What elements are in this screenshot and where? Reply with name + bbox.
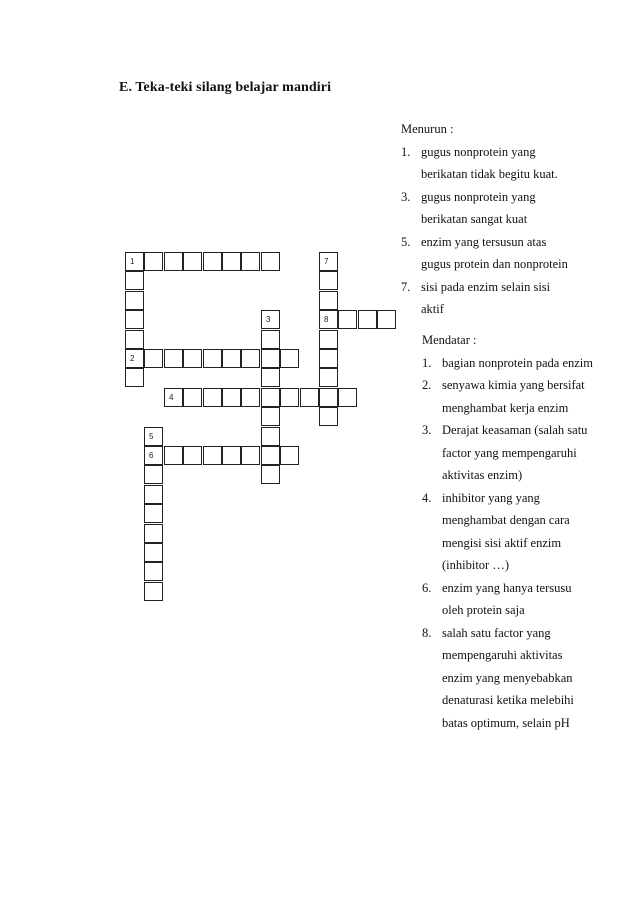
crossword-cell[interactable] (183, 252, 202, 271)
clue-number: 1. (401, 144, 411, 159)
clues-down-heading: Menurun : (401, 122, 454, 136)
mendatar-clue-3 (422, 419, 632, 487)
crossword-cell[interactable] (261, 368, 280, 387)
clue-text-line: enzim yang menyebabkan (442, 670, 573, 685)
crossword-cell[interactable] (203, 388, 222, 407)
crossword-cell[interactable] (144, 252, 163, 271)
clue-text-line: denaturasi ketika melebihi (442, 693, 574, 707)
mendatar-clue-1 (422, 352, 632, 375)
menurun-clue-5 (401, 231, 631, 276)
crossword-cell[interactable] (164, 349, 183, 368)
clue-number: 3. (422, 423, 432, 437)
crossword-cell[interactable] (241, 252, 260, 271)
crossword-cell[interactable] (144, 446, 163, 465)
cell-number: 7 (324, 257, 329, 266)
crossword-cell[interactable] (261, 446, 280, 465)
cell-number: 8 (324, 315, 329, 324)
menurun-clue-3 (401, 186, 631, 231)
crossword-cell[interactable] (164, 388, 183, 407)
mendatar-clue-4 (422, 487, 632, 577)
clue-text-line: salah satu factor yang (442, 625, 551, 640)
clue-text-line: menghambat dengan cara (442, 513, 570, 527)
crossword-cell[interactable] (144, 524, 163, 543)
clue-text-line: berikatan tidak begitu kuat. (421, 167, 558, 181)
clue-text-line: (inhibitor …) (442, 558, 510, 572)
crossword-cell[interactable] (125, 252, 144, 271)
cell-number: 6 (149, 451, 154, 460)
cell-number: 3 (266, 315, 271, 324)
crossword-cell[interactable] (261, 330, 280, 349)
clue-number: 5. (401, 234, 411, 249)
clue-number: 4. (422, 490, 432, 505)
crossword-cell[interactable] (125, 349, 144, 368)
crossword-cell[interactable] (144, 349, 163, 368)
clue-text-line: gugus protein dan nonprotein (421, 257, 568, 271)
crossword-cell[interactable] (280, 388, 299, 407)
clue-text-line: mempengaruhi aktivitas (442, 648, 563, 662)
crossword-cell[interactable] (203, 349, 222, 368)
page-title: E. Teka-teki silang belajar mandiri (119, 80, 332, 95)
crossword-cell[interactable] (300, 388, 319, 407)
crossword-cell[interactable] (261, 310, 280, 329)
clue-number: 1. (422, 355, 432, 370)
mendatar-clue-8 (422, 622, 632, 735)
menurun-clue-1 (401, 141, 631, 186)
crossword-cell[interactable] (319, 310, 338, 329)
crossword-cell[interactable] (280, 349, 299, 368)
clue-text-line: gugus nonprotein yang (421, 144, 536, 159)
clues-down (401, 118, 631, 321)
clue-text-line: bagian nonprotein pada enzim (442, 355, 593, 370)
crossword-cell[interactable] (125, 291, 144, 310)
crossword-cell[interactable] (144, 485, 163, 504)
crossword-cell[interactable] (261, 252, 280, 271)
clue-text-line: aktif (421, 302, 444, 316)
clue-number: 6. (422, 580, 432, 595)
clue-text-line: batas optimum, selain pH (442, 715, 570, 730)
crossword-cell[interactable] (125, 330, 144, 349)
crossword-cell[interactable] (203, 252, 222, 271)
crossword-cell[interactable] (125, 368, 144, 387)
clue-text-line: factor yang mempengaruhi (442, 445, 577, 460)
clue-text-line: Derajat keasaman (salah satu (442, 423, 588, 437)
clue-text-line: senyawa kimia yang bersifat (442, 378, 585, 392)
clue-number: 8. (422, 625, 432, 640)
crossword-cell[interactable] (261, 349, 280, 368)
clues-across (422, 329, 632, 734)
clue-number: 2. (422, 378, 432, 392)
crossword-cell[interactable] (319, 368, 338, 387)
crossword-cell[interactable] (241, 388, 260, 407)
crossword-cell[interactable] (222, 388, 241, 407)
crossword-cell[interactable] (358, 310, 377, 329)
clue-text-line: enzim yang tersusun atas (421, 234, 547, 249)
cell-number: 2 (130, 354, 135, 363)
crossword-cell[interactable] (222, 252, 241, 271)
crossword-cell[interactable] (144, 582, 163, 601)
clue-text-line: aktivitas enzim) (442, 468, 523, 482)
clue-number: 7. (401, 279, 411, 294)
menurun-clue-7 (401, 276, 631, 321)
cell-number: 1 (130, 257, 135, 266)
crossword-cell[interactable] (144, 543, 163, 562)
cell-number: 5 (149, 432, 154, 441)
clue-text-line: menghambat kerja enzim (442, 400, 569, 415)
clue-text-line: sisi pada enzim selain sisi (421, 279, 551, 294)
crossword-cell[interactable] (261, 465, 280, 484)
crossword-cell[interactable] (280, 446, 299, 465)
crossword-cell[interactable] (319, 349, 338, 368)
clue-text-line: mengisi sisi aktif enzim (442, 535, 562, 550)
crossword-cell[interactable] (125, 310, 144, 329)
crossword-cell[interactable] (241, 446, 260, 465)
mendatar-clue-6 (422, 577, 632, 622)
clue-text-line: gugus nonprotein yang (421, 189, 536, 204)
crossword-cell[interactable] (319, 388, 338, 407)
clue-text-line: oleh protein saja (442, 603, 525, 617)
clue-text-line: enzim yang hanya tersusu (442, 580, 572, 595)
crossword-cell[interactable] (319, 271, 338, 290)
crossword-cell[interactable] (338, 388, 357, 407)
crossword-cell[interactable] (261, 407, 280, 426)
crossword-cell[interactable] (319, 252, 338, 271)
clue-number: 3. (401, 189, 411, 204)
crossword-cell[interactable] (164, 252, 183, 271)
crossword-cell[interactable] (183, 349, 202, 368)
crossword-cell[interactable] (183, 446, 202, 465)
crossword-cell[interactable] (144, 504, 163, 523)
crossword-cell[interactable] (377, 310, 396, 329)
crossword-cell[interactable] (261, 427, 280, 446)
crossword-cell[interactable] (144, 427, 163, 446)
crossword-cell[interactable] (319, 291, 338, 310)
crossword-cell[interactable] (241, 349, 260, 368)
crossword-cell[interactable] (222, 446, 241, 465)
crossword-cell[interactable] (183, 388, 202, 407)
mendatar-clue-2 (422, 374, 632, 419)
clue-text-line: inhibitor yang yang (442, 490, 540, 505)
crossword-cell[interactable] (125, 271, 144, 290)
crossword-cell[interactable] (222, 349, 241, 368)
clues-across-heading: Mendatar : (422, 333, 477, 347)
crossword-cell[interactable] (164, 446, 183, 465)
cell-number: 4 (169, 393, 174, 402)
crossword-cell[interactable] (338, 310, 357, 329)
crossword-cell[interactable] (319, 407, 338, 426)
crossword-cell[interactable] (319, 330, 338, 349)
clue-text-line: berikatan sangat kuat (421, 212, 528, 226)
crossword-cell[interactable] (261, 388, 280, 407)
crossword-cell[interactable] (144, 465, 163, 484)
crossword-cell[interactable] (203, 446, 222, 465)
crossword-cell[interactable] (144, 562, 163, 581)
